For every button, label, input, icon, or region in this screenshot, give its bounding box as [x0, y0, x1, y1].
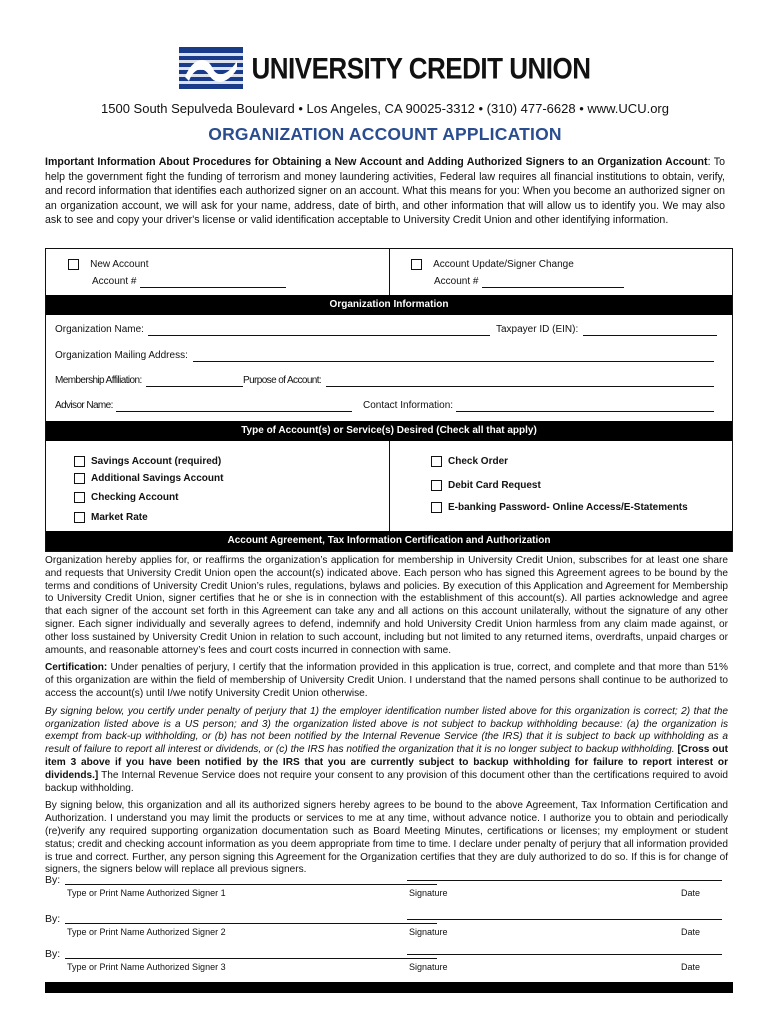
savings-account-option[interactable] — [74, 456, 221, 467]
organization-name-field[interactable] — [148, 335, 490, 336]
purpose-of-account-label: Purpose of Account: — [243, 375, 322, 386]
update-account-number-label: Account # — [434, 276, 479, 287]
logo-text: UNIVERSITY CREDIT UNION — [251, 50, 591, 85]
checking-account-option[interactable] — [74, 492, 178, 503]
footer-bar — [45, 982, 733, 993]
signer-3-name-label: Type or Print Name Authorized Signer 3 — [67, 962, 226, 972]
account-update-label: Account Update/Signer Change — [433, 259, 574, 271]
signer-2-date-label: Date — [681, 927, 701, 937]
check-order-option[interactable] — [431, 456, 508, 467]
signer-1-date-label: Date — [681, 888, 701, 898]
signer-3-name-field[interactable] — [65, 958, 437, 959]
advisor-name-label: Advisor Name: — [55, 400, 113, 411]
tax-certification-italic: By signing below, you certify under penalty of perjury that 1) the employer identification number listed above for this organization is correct; 2) that the organization listed above is a US person; and 3) the organization listed above is not subject to backup withholding because: (a) the organization is exempt from back-up withholding, or (b) has not been notified by the Internal Revenue Service (the IRS) that it is subject to back up withholding as a result of failure to report all interest or dividends, or (c) the IRS has notified the organization that it is no longer subject to backup withholding. — [45, 705, 728, 756]
check-order-checkbox[interactable] — [431, 456, 442, 467]
intro-lead: Important Information About Procedures for Obtaining a New Account and Adding Authorized Signers to an Organization Account — [45, 156, 708, 168]
contact-information-label: Contact Information: — [363, 400, 454, 411]
organization-information-bar: Organization Information — [46, 295, 732, 315]
debit-card-label: Debit Card Request — [448, 480, 541, 492]
savings-account-label: Savings Account (required) — [91, 456, 222, 468]
update-account-number-field[interactable] — [482, 287, 624, 288]
signer-3-signature-label: Signature — [409, 962, 448, 972]
new-account-label: New Account — [90, 259, 149, 271]
additional-savings-label: Additional Savings Account — [91, 473, 224, 485]
savings-account-checkbox[interactable] — [74, 456, 85, 467]
certification-text: Under penalties of perjury, I certify that the information provided in this application is true, correct, and complete and that more than 51% of this organization are within the field of membership of University Credit Union. I understand that the named persons shall continue to be authorized to access the account(s) until I/we notify University Credit Union otherwise. — [45, 662, 728, 699]
certification-label: Certification: — [45, 662, 108, 674]
taxpayer-id-field[interactable] — [583, 335, 717, 336]
tax-certification-bold: [Cross out item 3 above if you have been notified by the IRS that you are currently subject to backup withholding for failure to report interest or dividends.] — [45, 744, 729, 781]
agreement-paragraph-1: Organization hereby applies for, or reaffirms the organization’s application for membership in University Credit Union, subscribes for at least one share and requests that University Credit Union open the account(s) indicated above. Each person who has signed this Agreement agrees to be bound by the terms and conditions of University Credit Union’s rules, regulations, bylaws and policies. By execution of this Application and Agreement for Membership to University Credit Union, signer certifies that he or she is in connection with the establishment of this account(s). All parties acknowledge and agree that each signer of the account set forth in this Agreement can take any and all actions on this account unilaterally, without the signature of any other signer. Each signer individually and severally agrees to defend, indemnify and hold University Credit Union harmless from any claim made against, or other loss sustained by University Credit Union in relation to such account, including but not limited to any returned items, overdrafts, unpaid charges or amounts, and reasonable attorney’s fees and court costs incurred in connection with same. — [45, 555, 728, 656]
market-rate-label: Market Rate — [91, 512, 148, 524]
certification-paragraph — [45, 662, 728, 700]
e-banking-checkbox[interactable] — [431, 502, 442, 513]
signer-1-name-field[interactable] — [65, 884, 437, 885]
tax-certification-tail: The Internal Revenue Service does not require your consent to any provision of this document other than the certifications required to avoid backup withholding. — [45, 769, 728, 794]
signer-2-name-label: Type or Print Name Authorized Signer 2 — [67, 927, 226, 937]
logo — [179, 44, 590, 92]
membership-affiliation-field[interactable] — [146, 386, 243, 387]
header — [0, 44, 770, 94]
checking-account-label: Checking Account — [91, 492, 179, 504]
ucu-wave-logo-icon — [179, 47, 243, 89]
new-account-number-label: Account # — [92, 276, 137, 287]
check-order-label: Check Order — [448, 456, 509, 468]
new-account-checkbox[interactable] — [68, 259, 79, 270]
checking-account-checkbox[interactable] — [74, 492, 85, 503]
intro-text: : To help the government fight the funding of terrorism and money laundering activities, Federal law requires all financial institutions to obtain, verify, and record information that identifies each authorized signer on an account. What this means for you: When you become an authorized signer on an organization account, we will ask for your name, address, date of birth, and other information that will allow us to identify you. We may also ask to see and copy your driver's license or valid identification acceptable to University Credit Union and other identifying information. — [45, 156, 725, 227]
signer-row-3 — [45, 948, 728, 978]
signer-2-name-field[interactable] — [65, 923, 437, 924]
authorization-paragraph: By signing below, this organization and all its authorized signers hereby agrees to be bound to the above Agreement, Tax Information Certification and Authorization. I understand you may limit the products or services to me at any time, without advance notice. I authorize you to obtain and periodically (re)verify any required supporting organization documentation such as Board Meeting Minutes, certifications or licenses; my employment or student status; credit and checking account information as you deem appropriate from time to time. I declare under penalty of perjury that all information provided is true and correct. Further, any person signing this Agreement for the Organization certifies that they are duly authorized to do so. If this is for change of signers, the signers below will replace all previous signers. — [45, 800, 728, 876]
services-bar: Type of Account(s) or Service(s) Desired (Check all that apply) — [46, 421, 732, 441]
signer-1-signature-label: Signature — [409, 888, 448, 898]
organization-name-label: Organization Name: — [55, 324, 144, 335]
signer-1-signature-field[interactable] — [407, 880, 722, 881]
by-label: By: — [45, 874, 61, 886]
debit-card-checkbox[interactable] — [431, 480, 442, 491]
intro-paragraph — [45, 155, 725, 228]
page-title: ORGANIZATION ACCOUNT APPLICATION — [208, 124, 562, 144]
mailing-address-label: Organization Mailing Address: — [55, 350, 188, 361]
account-update-option[interactable] — [411, 259, 574, 270]
signer-2-signature-field[interactable] — [407, 919, 722, 920]
membership-affiliation-label: Membership Affiliation: — [55, 375, 142, 386]
agreement-text — [45, 555, 728, 882]
signer-3-signature-field[interactable] — [407, 954, 722, 955]
purpose-of-account-field[interactable] — [326, 386, 714, 387]
account-update-checkbox[interactable] — [411, 259, 422, 270]
mailing-address-field[interactable] — [193, 361, 714, 362]
additional-savings-option[interactable] — [74, 473, 223, 484]
tax-certification-paragraph — [45, 706, 728, 796]
signer-row-2 — [45, 913, 728, 943]
signer-1-name-label: Type or Print Name Authorized Signer 1 — [67, 888, 226, 898]
debit-card-option[interactable] — [431, 480, 541, 491]
address-line: 1500 South Sepulveda Boulevard • Los Angeles, CA 90025-3312 • (310) 477-6628 • www.UCU.org — [101, 101, 669, 116]
additional-savings-checkbox[interactable] — [74, 473, 85, 484]
contact-information-field[interactable] — [456, 411, 714, 412]
e-banking-label: E-banking Password- Online Access/E-Statements — [448, 502, 688, 514]
application-form — [45, 248, 733, 552]
taxpayer-id-label: Taxpayer ID (EIN): — [496, 324, 579, 335]
agreement-bar: Account Agreement, Tax Information Certification and Authorization — [46, 531, 732, 551]
signer-3-date-label: Date — [681, 962, 701, 972]
market-rate-option[interactable] — [74, 512, 148, 523]
by-label: By: — [45, 948, 61, 960]
signer-2-signature-label: Signature — [409, 927, 448, 937]
new-account-number-field[interactable] — [140, 287, 286, 288]
by-label: By: — [45, 913, 61, 925]
advisor-name-field[interactable] — [116, 411, 352, 412]
market-rate-checkbox[interactable] — [74, 512, 85, 523]
signer-row-1 — [45, 874, 728, 904]
e-banking-option[interactable] — [431, 502, 688, 513]
new-account-option[interactable] — [68, 259, 149, 270]
